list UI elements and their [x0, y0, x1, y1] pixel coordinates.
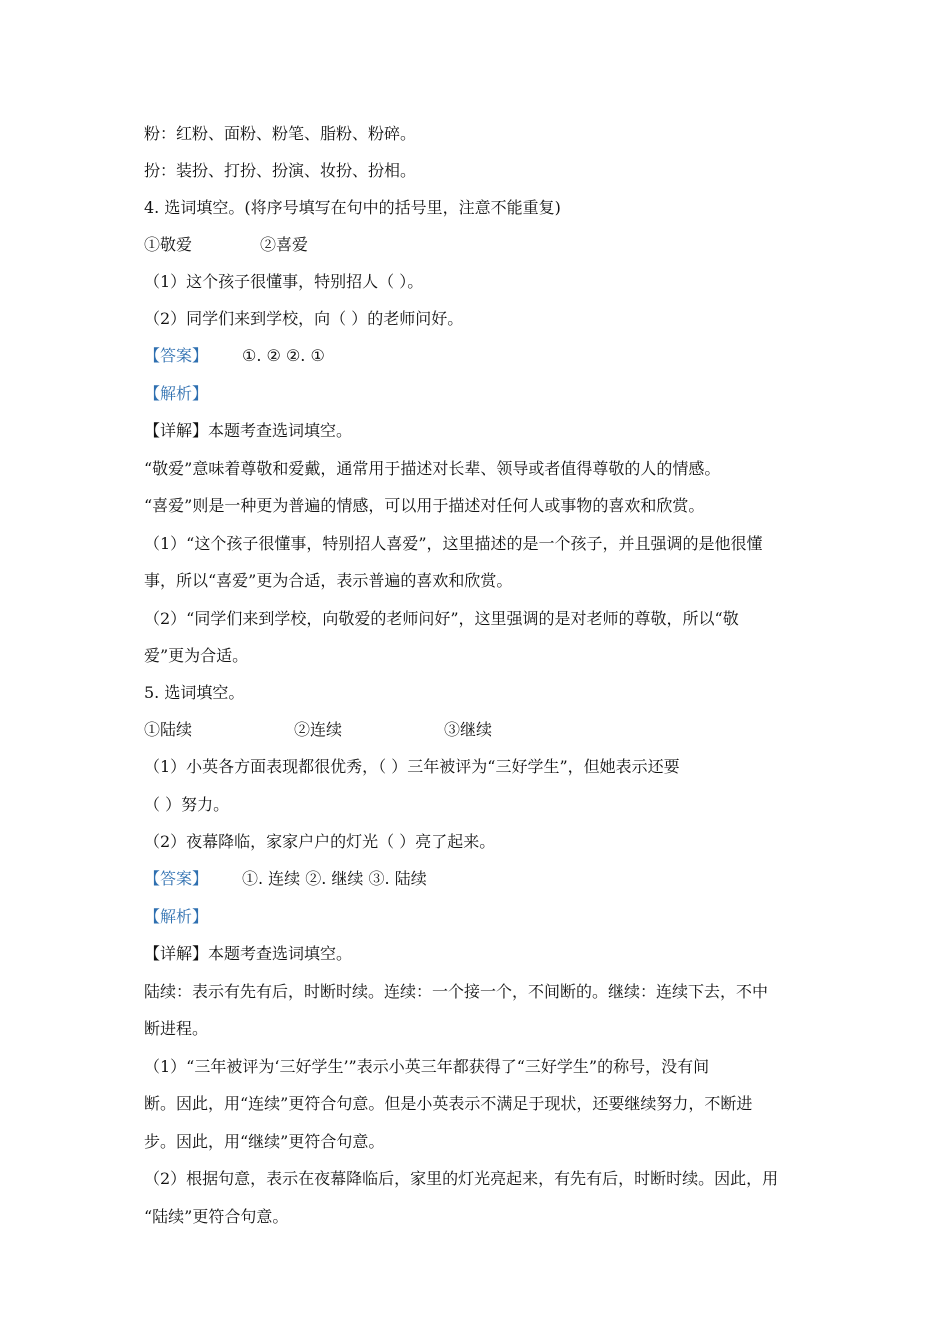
detail-line: 【详解】本题考查选词填空。 — [144, 944, 353, 963]
answer-tag: 【答案】 — [144, 346, 209, 365]
question-4-title: 4. 选词填空。(将序号填写在句中的括号里，注意不能重复) — [144, 198, 561, 217]
detail-line: 【详解】本题考查选词填空。 — [144, 421, 353, 440]
question-4-options — [144, 234, 824, 256]
explanation-line: （1）“三年被评为‘三好学生’”表示小英三年都获得了“三好学生”的称号，没有间 — [144, 1057, 710, 1076]
explanation-line: “陆续”更符合句意。 — [144, 1207, 289, 1226]
question-4-sentence-1: （1）这个孩子很懂事，特别招人（ ）。 — [144, 272, 424, 291]
answer-body: ①. ② ②. ① — [242, 346, 325, 365]
analysis-tag: 【解析】 — [144, 384, 209, 403]
question-5-sentence-2: （2）夜幕降临，家家户户的灯光（ ）亮了起来。 — [144, 832, 496, 851]
explanation-line: “敬爱”意味着尊敬和爱戴，通常用于描述对长辈、领导或者值得尊敬的人的情感。 — [144, 459, 721, 478]
explanation-line: 步。因此，用“继续”更符合句意。 — [144, 1132, 385, 1151]
explanation-line: （1）“这个孩子很懂事，特别招人喜爱”，这里描述的是一个孩子，并且强调的是他很懂 — [144, 534, 763, 553]
option: ②连续 — [294, 720, 343, 739]
question-5-title: 5. 选词填空。 — [144, 683, 245, 702]
explanation-line: 爱”更为合适。 — [144, 646, 249, 665]
explanation-line: 断。因此，用“连续”更符合句意。但是小英表示不满足于现状，还要继续努力，不断进 — [144, 1094, 753, 1113]
answer-body: ①. 连续 ②. 继续 ③. 陆续 — [242, 869, 427, 888]
option: ①陆续 — [144, 720, 193, 739]
question-5-sentence-1-cont: （ ）努力。 — [144, 795, 230, 814]
text-line: 扮：装扮、打扮、扮演、妆扮、扮相。 — [144, 161, 417, 180]
explanation-line: （2）根据句意，表示在夜幕降临后，家里的灯光亮起来，有先有后，时断时续。因此，用 — [144, 1169, 779, 1188]
explanation-line: “喜爱”则是一种更为普遍的情感，可以用于描述对任何人或事物的喜欢和欣赏。 — [144, 496, 705, 515]
explanation-line: 断进程。 — [144, 1019, 209, 1038]
option: ①敬爱 — [144, 235, 193, 254]
explanation-line: 陆续：表示有先有后，时断时续。连续：一个接一个，不间断的。继续：连续下去，不中 — [144, 982, 769, 1001]
option: ③继续 — [444, 720, 493, 739]
question-5-sentence-1: （1）小英各方面表现都很优秀，（ ）三年被评为“三好学生”，但她表示还要 — [144, 757, 680, 776]
option: ②喜爱 — [260, 235, 309, 254]
analysis-tag: 【解析】 — [144, 907, 209, 926]
question-4-sentence-2: （2）同学们来到学校，向（ ）的老师问好。 — [144, 309, 464, 328]
question-5-options — [144, 719, 824, 741]
text-line: 粉：红粉、面粉、粉笔、脂粉、粉碎。 — [144, 124, 417, 143]
explanation-line: 事，所以“喜爱”更为合适，表示普遍的喜欢和欣赏。 — [144, 571, 513, 590]
question-5-answer — [144, 868, 824, 890]
question-4-answer — [144, 345, 824, 367]
explanation-line: （2）“同学们来到学校，向敬爱的老师问好”，这里强调的是对老师的尊敬，所以“敬 — [144, 609, 739, 628]
answer-tag: 【答案】 — [144, 869, 209, 888]
